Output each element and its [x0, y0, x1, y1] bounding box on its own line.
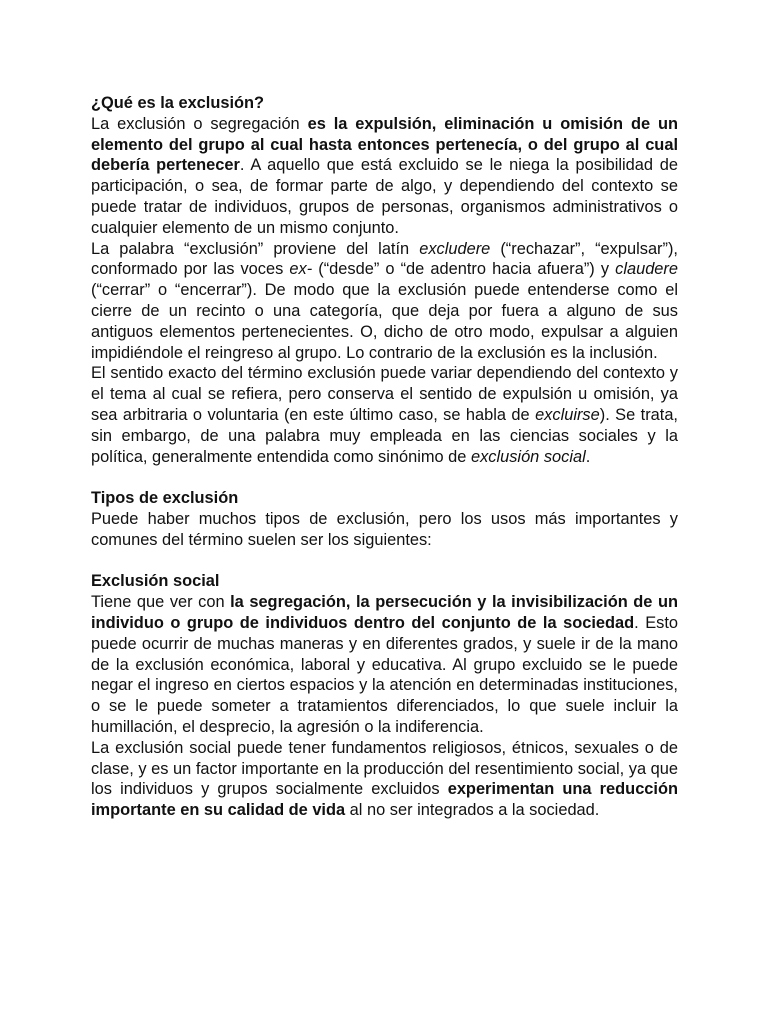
heading-exclusion-social: Exclusión social — [91, 572, 220, 591]
paragraph-text: (“desde” o “de adentro hacia afuera”) y — [312, 260, 616, 279]
paragraph-meaning — [91, 363, 678, 467]
paragraph-text: al no ser integrados a la sociedad. — [345, 801, 600, 820]
italic-text: excluirse — [535, 405, 600, 424]
paragraph-text: . A aquello que está excluido se le niega la posibilidad de participación, o sea, de formar parte de algo, y dependiendo del contexto se puede tratar de individuos, grupos de personas, organismos administrativos o cualquier elemento de un mismo conjunto. — [91, 156, 678, 237]
paragraph-social-foundations — [91, 738, 678, 821]
paragraph-text: . — [585, 447, 591, 466]
heading-tipos-de-exclusion: Tipos de exclusión — [91, 489, 239, 508]
paragraph-text: (“rechazar”, “expulsar”), conformado por las voces — [91, 239, 678, 279]
italic-text: excludere — [419, 239, 491, 258]
italic-text: exclusión social — [470, 447, 586, 466]
paragraph-definition — [91, 114, 678, 239]
paragraph-text: . Esto puede ocurrir de muchas maneras y en diferentes grados, y suele ir de la mano de la exclusión económica, laboral y educativa. Al grupo excluido se le puede negar el ingreso en ciertos espacios y la atención en determinadas instituciones, o se le puede someter a tratamientos diferenciados, lo que suele incluir la humillación, el desprecio, la agresión o la indiferencia. — [91, 613, 678, 736]
paragraph-text: ). Se trata, sin embargo, de una palabra muy empleada en las ciencias sociales y la política, generalmente entendida como sinónimo de — [91, 405, 678, 466]
spacer — [91, 467, 678, 488]
paragraph-text: Tiene que ver con — [91, 593, 231, 612]
paragraph-text: El sentido exacto del término exclusión puede variar dependiendo del contexto y el tema al cual se refiera, pero conserva el sentido de expulsión u omisión, ya sea arbitraria o voluntaria (en este último caso, se habla de — [91, 364, 678, 424]
spacer — [91, 551, 678, 572]
paragraph-text: La exclusión o segregación — [91, 114, 308, 133]
italic-text: ex- — [289, 260, 313, 279]
paragraph-types-intro: Puede haber muchos tipos de exclusión, pero los usos más importantes y comunes del término suelen ser los siguientes: — [91, 509, 678, 549]
paragraph-text: La exclusión social puede tener fundamentos religiosos, étnicos, sexuales o de clase, y es un factor importante en la producción del resentimiento social, ya que los individuos y grupos socialmente excluidos — [91, 738, 678, 799]
bold-text: la segregación, la persecución y la invisibilización de un individuo o grupo de individuos dentro del conjunto de la sociedad — [91, 593, 678, 632]
heading-que-es-la-exclusion: ¿Qué es la exclusión? — [91, 94, 265, 112]
bold-text: es la expulsión, eliminación u omisión de un elemento del grupo al cual hasta entonces pertenecía, o del grupo al cual debería pertenecer — [91, 114, 678, 175]
paragraph-etymology — [91, 239, 678, 364]
paragraph-text: (“cerrar” o “encerrar”). De modo que la exclusión puede entenderse como el cierre de un recinto o una categoría, que deja por fuera a alguno de sus antiguos elementos pertenecientes. O, dicho de otro modo, expulsar a alguien impidiéndole el reingreso al grupo. Lo contrario de la exclusión es la inclusión. — [91, 281, 678, 362]
italic-text: claudere — [615, 260, 678, 279]
paragraph-social-exclusion — [91, 592, 678, 738]
paragraph-text: La palabra “exclusión” proviene del latín — [91, 239, 420, 258]
bold-text: experimentan una reducción importante en su calidad de vida — [91, 780, 678, 820]
